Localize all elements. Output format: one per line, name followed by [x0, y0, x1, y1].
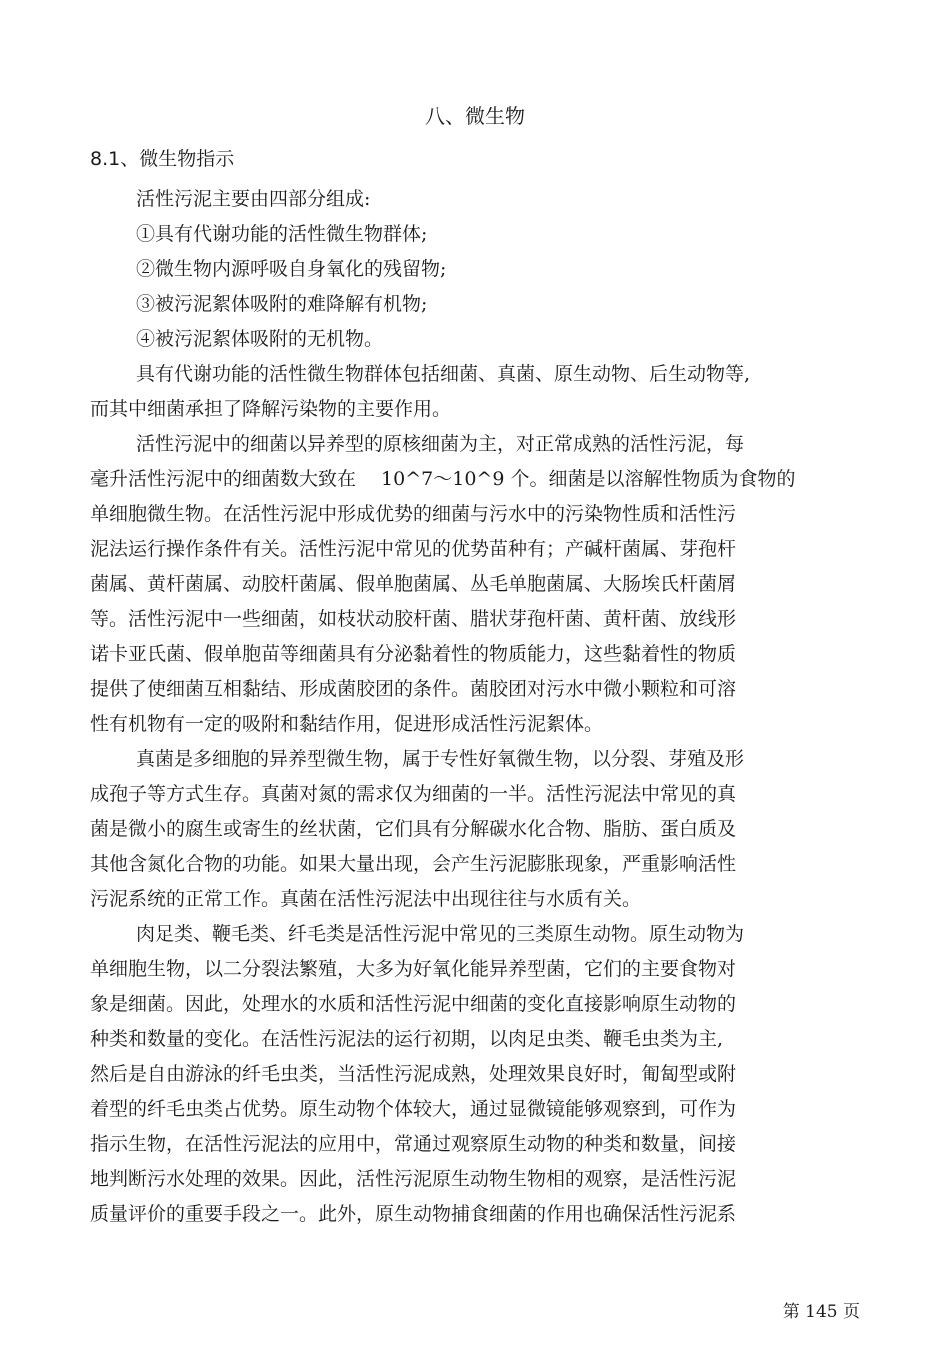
- chapter-title: 八、微生物: [425, 104, 525, 128]
- text-line: 单细胞微生物。在活性污泥中形成优势的细菌与污水中的污染物性质和活性污: [90, 503, 737, 525]
- text-line: 而其中细菌承担了降解污染物的主要作用。: [90, 398, 452, 420]
- text-line: 象是细菌。因此，处理水的水质和活性污泥中细菌的变化直接影响原生动物的: [90, 993, 737, 1015]
- section-title: 、微生物指示: [120, 148, 235, 170]
- text-line: 肉足类、鞭毛类、纤毛类是活性污泥中常见的三类原生动物。原生动物为: [136, 923, 745, 945]
- text-line: 指示生物，在活性污泥法的应用中，常通过观察原生动物的种类和数量，间接: [90, 1133, 737, 1155]
- text-line: 单细胞生物，以二分裂法繁殖，大多为好氧化能异养型菌，它们的主要食物对: [90, 958, 737, 980]
- text-line: ④被污泥絮体吸附的无机物。: [136, 328, 384, 350]
- text-line: 菌是微小的腐生或寄生的丝状菌，它们具有分解碳水化合物、脂肪、蛋白质及: [90, 818, 737, 840]
- text-line: 泥法运行操作条件有关。活性污泥中常见的优势苗种有；产碱杆菌属、芽孢杆: [90, 538, 737, 560]
- section-heading: [90, 143, 234, 175]
- text-line: 污泥系统的正常工作。真菌在活性污泥法中出现往往与水质有关。: [90, 888, 642, 910]
- text-line: 活性污泥主要由四部分组成:: [136, 188, 371, 210]
- text-line: 性有机物有一定的吸附和黏结作用，促进形成活性污泥絮体。: [90, 713, 604, 735]
- text-line: ③被污泥絮体吸附的难降解有机物;: [136, 293, 428, 315]
- text-line: 诺卡亚氏菌、假单胞苗等细菌具有分泌黏着性的物质能力，这些黏着性的物质: [90, 643, 737, 665]
- text-line: 其他含氮化合物的功能。如果大量出现，会产生污泥膨胀现象，严重影响活性: [90, 853, 737, 875]
- text-line: 种类和数量的变化。在活性污泥法的运行初期，以肉足虫类、鞭毛虫类为主,: [90, 1028, 724, 1050]
- text-line: 着型的纤毛虫类占优势。原生动物个体较大，通过显微镜能够观察到，可作为: [90, 1098, 737, 1120]
- text-line: 真菌是多细胞的异养型微生物，属于专性好氧微生物，以分裂、芽殖及形: [136, 748, 745, 770]
- text-line: ①具有代谢功能的活性微生物群体;: [136, 223, 428, 245]
- text-line: 菌属、黄杆菌属、动胶杆菌属、假单胞菌属、丛毛单胞菌属、大肠埃氏杆菌屑: [90, 573, 737, 595]
- text-line: 具有代谢功能的活性微生物群体包括细菌、真菌、原生动物、后生动物等,: [136, 363, 751, 385]
- section-number: 8.1: [90, 148, 121, 170]
- text-line: 然后是自由游泳的纤毛虫类，当活性污泥成熟，处理效果良好时，匍匐型或附: [90, 1063, 737, 1085]
- text-line: ②微生物内源呼吸自身氧化的残留物;: [136, 258, 447, 280]
- text-line: 质量评价的重要手段之一。此外，原生动物捕食细菌的作用也确保活性污泥系: [90, 1203, 737, 1225]
- text-line: 提供了使细菌互相黏结、形成菌胶团的条件。菌胶团对污水中微小颗粒和可溶: [90, 678, 737, 700]
- text-line: 活性污泥中的细菌以异养型的原核细菌为主，对正常成熟的活性污泥，每: [136, 433, 745, 455]
- text-line: 成孢子等方式生存。真菌对氮的需求仅为细菌的一半。活性污泥法中常见的真: [90, 783, 737, 805]
- page-number: 第 145 页: [782, 1302, 860, 1322]
- text-line: 等。活性污泥中一些细菌，如枝状动胶杆菌、腊状芽孢杆菌、黄杆菌、放线形: [90, 608, 737, 630]
- text-line: 毫升活性污泥中的细菌数大致在 10^7～10^9 个。细菌是以溶解性物质为食物的: [90, 468, 796, 490]
- body-text: [90, 182, 850, 1232]
- text-line: 地判断污水处理的效果。因此，活性污泥原生动物生物相的观察，是活性污泥: [90, 1168, 737, 1190]
